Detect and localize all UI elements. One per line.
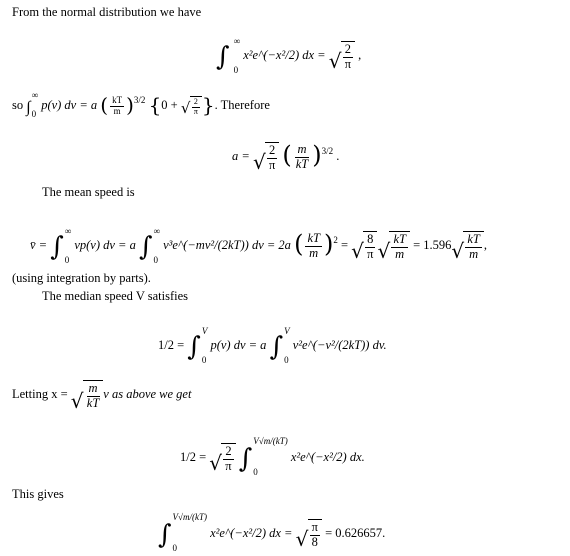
p6-suffix: v as above we get	[103, 387, 192, 402]
paragraph-3-text: The mean speed is	[42, 185, 135, 199]
eq6-mid: x²e^(−x²/2) dx =	[210, 526, 293, 540]
sqrt-symbol: √	[70, 388, 84, 413]
p2-expr: p(v) dv = a	[41, 98, 98, 112]
numerator: kT	[467, 231, 480, 246]
eq2-left: a =	[232, 149, 250, 163]
integral-sign: ∫	[216, 42, 230, 72]
paragraph-4-text: (using integration by parts).	[12, 271, 151, 285]
paragraph-3	[42, 186, 135, 199]
eq1-tail: ,	[358, 48, 362, 62]
p2-prefix: so	[12, 98, 24, 112]
sqrt-symbol: √	[351, 239, 364, 264]
sqrt-inline	[181, 96, 202, 117]
denominator: m	[469, 246, 479, 261]
fraction	[343, 43, 353, 72]
power: 2	[333, 235, 338, 245]
numerator: 2	[193, 96, 198, 106]
sqrt-symbol: √	[209, 451, 223, 476]
upper-limit: V	[201, 326, 208, 337]
integral-sign: ∫	[238, 444, 253, 474]
integral-sign: ∫	[158, 520, 172, 550]
coef: = 1.596	[413, 238, 452, 252]
inside: 0 +	[161, 98, 178, 112]
upper-limit: ∞	[31, 90, 39, 101]
integral-sign-small: ∫	[26, 99, 31, 116]
denominator: kT	[86, 395, 100, 410]
numerator: kT	[112, 94, 123, 105]
equation-1	[216, 36, 362, 76]
numerator: 2	[225, 443, 232, 458]
brace-open: {	[148, 93, 162, 117]
numerator: 2	[268, 142, 276, 157]
sqrt-symbol: √	[295, 527, 309, 552]
eq3-p1: vp(v) dv = a	[74, 238, 136, 252]
sqrt-symbol: √	[451, 239, 465, 264]
numerator: kT	[307, 230, 320, 245]
sqrt-symbol: √	[252, 150, 266, 175]
eq3-tail: ,	[483, 238, 487, 252]
eq4-left: 1/2 =	[158, 338, 185, 352]
eq6-tail: = 0.626657.	[325, 526, 386, 540]
numerator: π	[311, 519, 318, 534]
power: 3/2	[133, 95, 146, 105]
paragraph-1-text: From the normal distribution we have	[12, 5, 202, 19]
sqrt-2-over-pi	[253, 142, 279, 173]
denominator: π	[225, 458, 232, 473]
integral-sign: ∫	[269, 332, 284, 362]
paragraph-7-text: This gives	[12, 487, 64, 501]
sqrt-symbol: √	[377, 239, 391, 264]
paragraph-5-text: The median speed V satisfies	[42, 289, 189, 303]
equation-4	[158, 326, 387, 366]
lower-limit: 0	[253, 467, 258, 478]
integral-limits	[233, 36, 241, 76]
eq1-left: x²e^(−x²/2) dx =	[243, 48, 329, 62]
denominator: m	[395, 246, 405, 261]
upper-limit: V√m/(kT)	[172, 512, 207, 523]
eq3-p2: v³e^(−mv²/(2kT)) dv = 2a	[163, 238, 291, 252]
denominator: m	[309, 245, 319, 260]
upper-limit: V√m/(kT)	[253, 436, 288, 447]
equation-3: v̄ = ∫ ∞ 0 vp(v) dv = a ∫ ∞ 0 v³e^(−mv²/(2kT)) dv = 2a ( $\frac{kT}{m}$ )$^2$ = √ $\frac{8}{\pi}$ √ $\frac{kT}{m}$ = 1.596 √ $\frac{kT}{m}$ ,	[30, 226, 487, 266]
denominator: π	[367, 246, 374, 261]
equals: =	[340, 238, 348, 252]
integral-sign: ∫	[138, 232, 153, 262]
p2-suffix: . Therefore	[214, 98, 270, 112]
sqrt-symbol: √	[328, 49, 342, 74]
integral-limits-small	[31, 90, 39, 120]
lower-limit: 0	[64, 255, 70, 266]
eq5-right: x²e^(−x²/2) dx.	[290, 450, 365, 464]
paragraph-6	[12, 380, 191, 411]
vbar: v̄ =	[30, 238, 48, 252]
brace-close: }	[201, 93, 215, 117]
sqrt-2-over-pi	[329, 41, 355, 72]
denominator: π	[193, 106, 198, 116]
upper-limit: ∞	[64, 226, 72, 237]
integral-sign: ∫	[187, 332, 201, 362]
lower-limit: 0	[284, 355, 289, 366]
kt-over-m	[110, 96, 124, 117]
equation-2: a = √ $\frac{2}{\pi}$ ( $\frac{m}{kT}$ )$^{3/2}$ .	[232, 141, 340, 175]
lower-limit: 0	[201, 355, 207, 366]
numerator: 2	[344, 41, 352, 56]
paragraph-4	[12, 272, 151, 285]
numerator: m	[88, 381, 98, 395]
paragraph-1	[12, 6, 201, 19]
paragraph-5	[42, 290, 188, 303]
equation-6	[158, 512, 386, 554]
denominator: 8	[311, 534, 318, 549]
m-over-kt	[294, 143, 311, 172]
denominator: m	[113, 105, 121, 116]
upper-limit: ∞	[153, 226, 160, 237]
paragraph-2: so ∫ ∞ 0 p(v) dv = a ( $\frac{kT}{m}$ )$^{3/2}$ {0 + √ $\frac{2}{\pi}$ }. Therefore	[12, 90, 270, 120]
eq4-right: v²e^(−v²/(2kT)) dv.	[292, 338, 387, 352]
eq5-left: 1/2 =	[180, 450, 207, 464]
power: 3/2	[321, 146, 334, 156]
equation-5	[180, 436, 365, 478]
lower-limit: 0	[233, 65, 239, 76]
paragraph-7	[12, 488, 64, 501]
upper-limit: ∞	[233, 36, 241, 47]
upper-limit: V	[284, 326, 290, 337]
numerator: kT	[393, 231, 406, 246]
denominator: kT	[295, 156, 309, 171]
p6-prefix: Letting x =	[12, 387, 68, 402]
denominator: π	[268, 157, 276, 172]
numerator: 8	[367, 231, 374, 246]
sqrt-symbol: √	[180, 99, 191, 118]
lower-limit: 0	[172, 543, 178, 554]
integral-sign: ∫	[50, 232, 64, 262]
lower-limit: 0	[31, 109, 37, 120]
numerator: m	[297, 141, 307, 156]
eq2-tail: .	[336, 149, 340, 163]
denominator: π	[344, 56, 352, 71]
eq4-mid: p(v) dv = a	[210, 338, 267, 352]
lower-limit: 0	[153, 255, 159, 266]
